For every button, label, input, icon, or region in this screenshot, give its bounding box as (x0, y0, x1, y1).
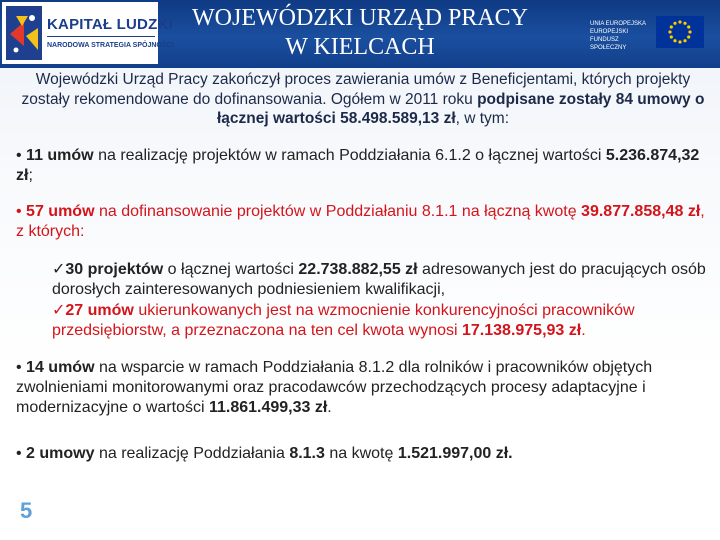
item-amount: 5.236.874,32 zł (16, 146, 700, 184)
checkmark-icon: ✓ (52, 299, 66, 319)
eu-fund-label: UNIA EUROPEJSKA EUROPEJSKI FUNDUSZ SPOŁECZNY (590, 21, 646, 51)
item-text: na realizację Poddziałania (94, 444, 290, 462)
item-suffix: , z których: (16, 202, 705, 240)
header-banner (0, 0, 720, 68)
item-suffix: . (581, 321, 586, 339)
intro-text: Wojewódzki Urząd Pracy zakończył proces zawierania umów z Beneficjentami, których projekty zostały rekomendowane do dofinansowania. Ogółem w 2011 roku (21, 71, 691, 108)
kapital-ludzki-emblem-icon (6, 6, 42, 60)
logo-subtitle: NARODOWA STRATEGIA SPÓJNOŚCI (47, 42, 174, 49)
item-count: 14 umów (26, 358, 95, 376)
bullet: • (16, 202, 27, 220)
item-count: 2 umowy (26, 444, 95, 462)
logo-title: KAPITAŁ LUDZKI (47, 16, 173, 33)
item-amount: 39.877.858,48 zł (581, 202, 701, 220)
item-suffix: ; (28, 166, 33, 184)
item-code: 8.1.3 (289, 444, 325, 462)
page-number: 5 (20, 498, 33, 523)
item-text: adresowanych jest do pracujących osób dorosłych zainteresowanych podniesieniem kwalifikacji, (52, 260, 706, 298)
sub-list (52, 259, 710, 341)
item-amount: 11.861.499,33 zł (208, 398, 328, 416)
bullet: • (16, 146, 27, 164)
intro-suffix: , w tym: (455, 110, 510, 127)
title-line-1: WOJEWÓDZKI URZĄD PRACY (192, 5, 528, 31)
item-text: na kwotę (324, 444, 398, 462)
page-title (165, 4, 555, 62)
sub-list-item (52, 259, 710, 300)
item-amount: 17.138.975,93 zł (462, 321, 582, 339)
item-text: na wsparcie w ramach Poddziałania 8.1.2 dla rolników i pracowników objętych zwolnieniami monitorowanymi oraz pracodawców przechodzących procesy adaptacyjne i modernizacyjne o wartości (16, 358, 653, 416)
item-amount: 1.521.997,00 zł. (397, 444, 513, 462)
list-item (16, 358, 710, 418)
item-suffix: . (327, 398, 332, 416)
bullet: • (16, 358, 27, 376)
item-count: 27 umów (65, 301, 134, 319)
item-text: na realizację projektów w ramach Poddziałania 6.1.2 o łącznej wartości (93, 146, 606, 164)
item-count: 11 umów (26, 146, 94, 164)
item-text: ukierunkowanych jest na wzmocnienie konkurencyjności pracowników przedsiębiorstw, a przeznaczona na ten cel kwota wynosi (52, 301, 635, 339)
title-line-2: W KIELCACH (285, 34, 435, 60)
item-amount: 22.738.882,55 zł (298, 260, 418, 278)
slide-content (16, 70, 710, 464)
checkmark-icon: ✓ (52, 258, 66, 278)
item-text: na dofinansowanie projektów w Poddziałaniu 8.1.1 na łączną kwotę (94, 202, 582, 220)
logo-divider (47, 36, 155, 37)
list-item (16, 146, 710, 186)
intro-total: podpisane zostały 84 umowy o łącznej wartości 58.498.589,13 zł (216, 90, 705, 127)
item-count: 30 projektów (65, 260, 164, 278)
intro-paragraph (16, 70, 710, 129)
kapital-ludzki-logo (2, 2, 174, 64)
item-text: o łącznej wartości (163, 260, 299, 278)
item-count: 57 umów (26, 202, 95, 220)
list-item (16, 202, 710, 242)
bullet: • (16, 444, 27, 462)
eu-flag-icon (656, 16, 704, 48)
sub-list-item (52, 300, 710, 341)
list-item (16, 444, 710, 464)
